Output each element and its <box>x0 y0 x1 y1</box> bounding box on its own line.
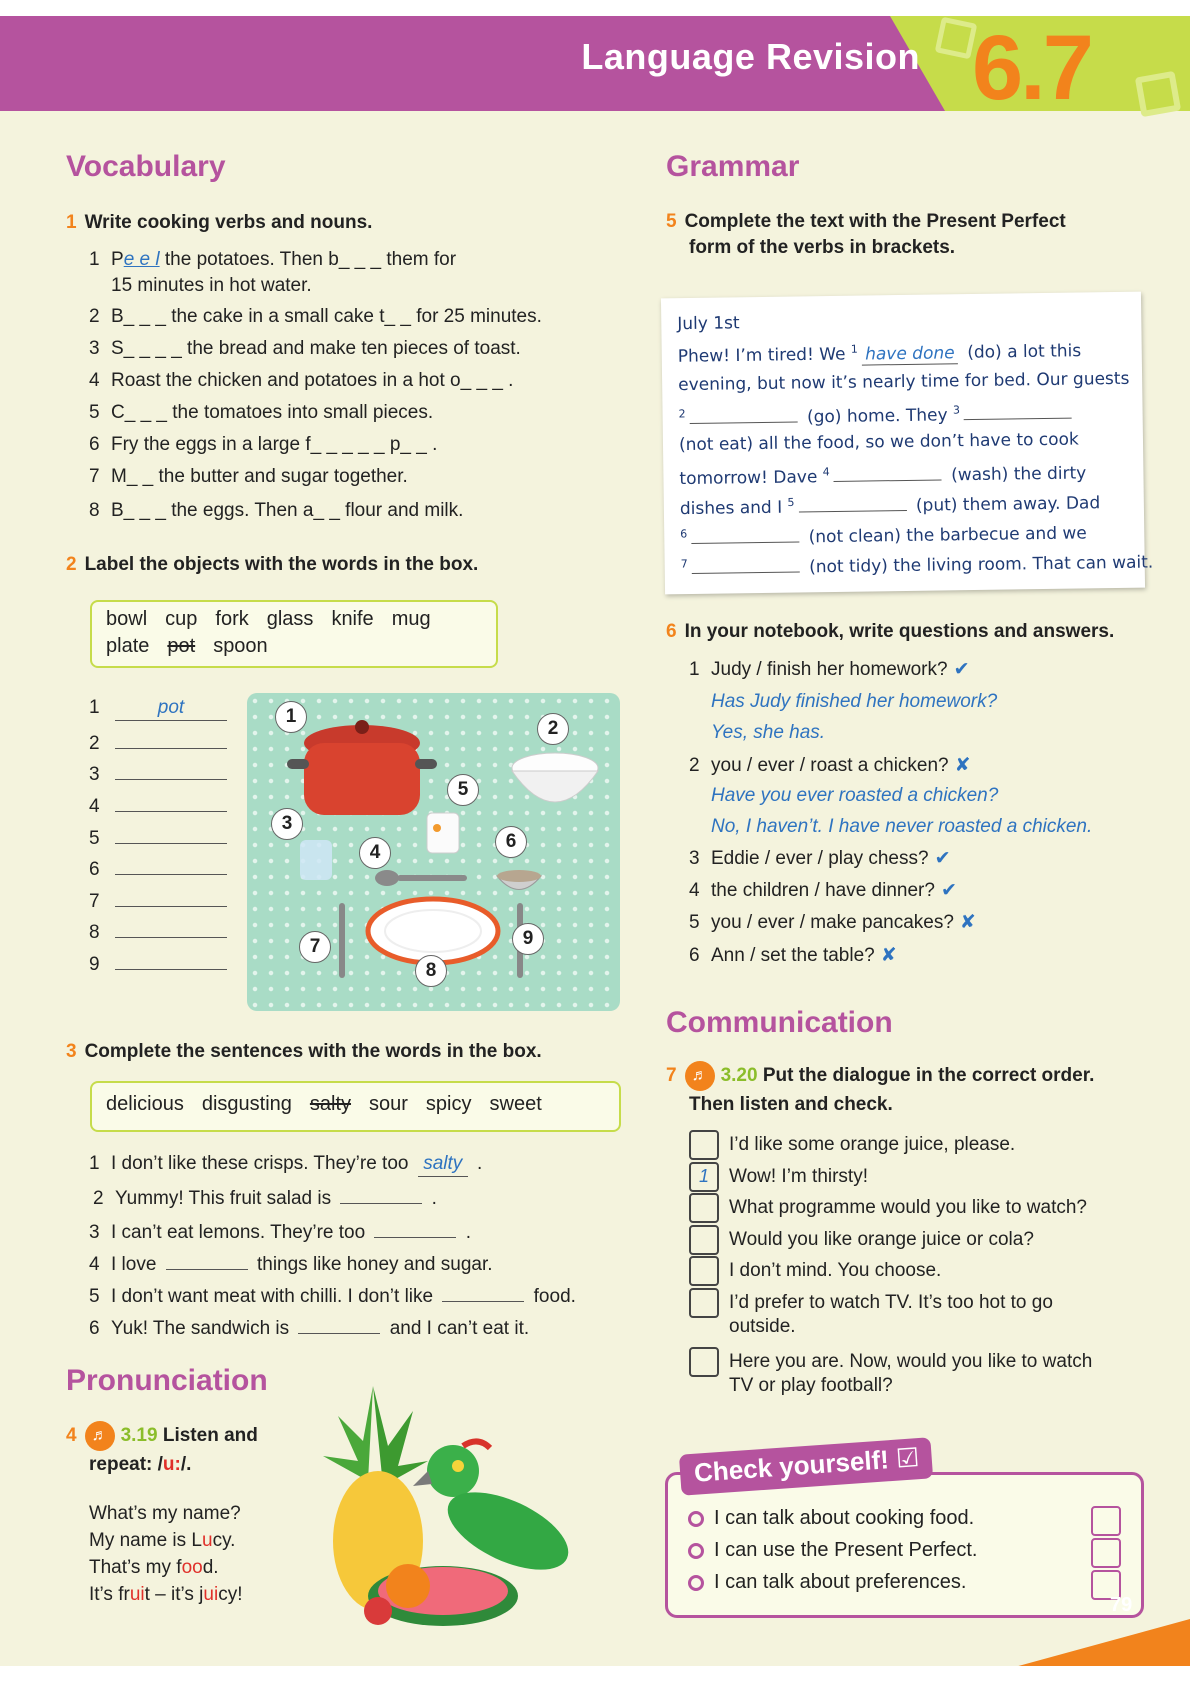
item-text: the children / have dinner? <box>711 880 935 901</box>
dialogue-text: I’d like some orange juice, please. <box>729 1134 1016 1156</box>
pineapple-leaves <box>323 1386 373 1481</box>
model-answer: Has Judy finished her homework? <box>711 691 998 712</box>
list-item <box>93 1183 437 1211</box>
blank[interactable] <box>964 400 1072 421</box>
answer-text: e e l <box>123 249 160 270</box>
rhyme-highlight: ui <box>129 1584 145 1605</box>
exercise-number: 1 <box>66 212 77 233</box>
blank[interactable] <box>442 1281 524 1302</box>
list-item <box>89 1217 471 1245</box>
word-mug: mug <box>391 608 431 630</box>
list-item <box>89 369 513 393</box>
unit-number: 6.7 <box>972 17 1091 119</box>
dialogue-text: Here you are. Now, would you like to watch <box>729 1351 1093 1373</box>
word-bowl: bowl <box>106 608 148 630</box>
orange-fruit <box>386 1564 430 1608</box>
page-corner <box>960 1619 1190 1666</box>
pot-knob <box>355 720 369 734</box>
rhyme-highlight: ui <box>203 1584 219 1605</box>
page <box>0 16 1190 1666</box>
parrot-crest <box>463 1441 490 1448</box>
item-number: 1 <box>89 1153 100 1174</box>
vocabulary-heading: Vocabulary <box>66 150 226 183</box>
dialogue-text: What programme would you like to watch? <box>729 1197 1087 1219</box>
rhyme-text: cy. <box>212 1530 236 1551</box>
item-text: Yuk! The sandwich is <box>111 1318 295 1339</box>
word-sour: sour <box>369 1093 408 1115</box>
page-title: Language Revision <box>581 36 920 77</box>
instruction-text: /. <box>180 1454 192 1475</box>
tick-icon: ✔ <box>940 880 957 901</box>
diary-line <box>679 459 1086 489</box>
spoon-handle <box>397 875 467 881</box>
item-number: 3 <box>689 848 700 869</box>
order-box[interactable] <box>689 1193 719 1223</box>
bowl-body <box>512 771 598 802</box>
blank[interactable] <box>692 553 800 574</box>
blank[interactable] <box>115 886 227 907</box>
word-salty-struck: salty <box>309 1093 352 1115</box>
diary-line: (not eat) all the food, so we don’t have to cook <box>678 429 1079 456</box>
communication-heading: Communication <box>666 1006 893 1039</box>
rhyme-text: It’s fr <box>89 1584 130 1605</box>
list-item <box>689 911 976 935</box>
item-number: 6 <box>89 1318 100 1339</box>
order-box[interactable] <box>689 1130 719 1160</box>
phoneme: u: <box>162 1454 181 1475</box>
bullet-icon <box>688 1543 704 1559</box>
word-box-row <box>106 1093 560 1116</box>
word-sweet: sweet <box>489 1093 542 1115</box>
diary-text: (wash) the dirty <box>945 463 1087 486</box>
item-number: 2 <box>689 755 700 776</box>
item-text: Eddie / ever / play chess? <box>711 848 929 869</box>
gap-number: 3 <box>952 403 960 417</box>
answer-line[interactable] <box>89 759 231 787</box>
list-item <box>689 658 969 682</box>
exercise-5-instruction-line2: form of the verbs in brackets. <box>689 237 956 258</box>
item-text: . <box>471 1153 483 1174</box>
badge-3: 3 <box>271 808 303 840</box>
diary-text: tomorrow! Dave <box>679 467 823 490</box>
item-number: 5 <box>89 828 100 849</box>
badge-8: 8 <box>415 955 447 987</box>
model-answer: Have you ever roasted a chicken? <box>711 785 999 806</box>
check-item <box>688 1539 977 1562</box>
diary-line <box>681 549 1154 580</box>
rhyme-text: My name is L <box>89 1530 202 1551</box>
list-item <box>89 305 542 329</box>
exercise-number: 6 <box>666 621 677 642</box>
rhyme-highlight: oo <box>181 1557 203 1578</box>
item-number: 5 <box>689 912 700 933</box>
answer-line[interactable] <box>89 696 231 721</box>
blank[interactable] <box>834 461 942 482</box>
item-text: P <box>111 249 124 270</box>
list-item <box>89 1281 576 1309</box>
word-box-row <box>106 635 286 658</box>
item-number: 5 <box>89 402 100 423</box>
answer-line[interactable] <box>89 728 231 756</box>
pineapple-leaves <box>373 1386 428 1486</box>
exercise-number: 4 <box>66 1425 77 1447</box>
item-text: I don’t want meat with chilli. I don’t like <box>111 1286 439 1307</box>
answer-text: pot <box>115 696 227 721</box>
pot-handle <box>415 759 437 769</box>
diary-line <box>678 340 1082 368</box>
item-number: 2 <box>93 1188 104 1209</box>
item-number: 3 <box>89 1222 100 1243</box>
word-cup: cup <box>165 608 198 630</box>
model-answer: Yes, she has. <box>711 722 826 743</box>
order-box[interactable] <box>689 1347 719 1377</box>
item-number: 5 <box>89 1286 100 1307</box>
item-text: Ann / set the table? <box>711 945 875 966</box>
gap-number: 4 <box>822 465 830 479</box>
list-item <box>689 847 951 871</box>
badge-5: 5 <box>447 774 479 806</box>
check-title-text: Check yourself! <box>693 1444 890 1488</box>
blank[interactable] <box>340 1183 422 1204</box>
item-text: the potatoes. Then b_ _ _ them for <box>159 249 457 270</box>
list-item <box>89 1249 493 1277</box>
item-text: Judy / finish her homework? <box>711 659 948 680</box>
answer-line[interactable] <box>89 854 231 882</box>
diary-text: dishes and I <box>679 497 788 520</box>
list-item <box>689 754 971 778</box>
item-number: 3 <box>89 338 100 359</box>
answer-line[interactable] <box>89 949 231 977</box>
item-text: Roast the chicken and potatoes in a hot o_ _ _ . <box>111 370 514 391</box>
list-item <box>89 248 456 272</box>
item-number: 1 <box>89 697 100 718</box>
answer-text: salty <box>418 1152 468 1177</box>
exercise-number: 7 <box>666 1065 677 1087</box>
instruction-text: Write cooking verbs and nouns. <box>84 212 373 233</box>
diary-text: Phew! I’m tired! We <box>677 344 852 367</box>
list-item <box>89 1313 529 1341</box>
item-text: B_ _ _ the cake in a small cake t_ _ for 25 minutes. <box>111 306 542 327</box>
exercise-4-instruction-line2 <box>89 1452 191 1478</box>
item-number: 4 <box>89 1254 100 1275</box>
strawberry-fruit <box>364 1597 392 1625</box>
answer-line[interactable] <box>89 917 231 945</box>
word-pot-struck: pot <box>167 635 196 657</box>
dialogue-line <box>689 1256 941 1286</box>
pronunciation-heading: Pronunciation <box>66 1364 268 1397</box>
diary-line <box>678 400 1076 430</box>
item-number: 4 <box>689 880 700 901</box>
blank[interactable] <box>166 1249 248 1270</box>
checkbox-icon: ☑ <box>894 1442 921 1474</box>
rhyme-line <box>89 1529 235 1553</box>
exercise-7-instruction <box>666 1061 1094 1091</box>
cross-icon: ✘ <box>880 945 897 966</box>
item-text: I can’t eat lemons. They’re too <box>111 1222 371 1243</box>
track-number: 3.20 <box>720 1065 758 1087</box>
item-number: 2 <box>89 733 100 754</box>
exercise-1-instruction <box>66 210 372 236</box>
tick-icon: ✔ <box>953 659 970 680</box>
cross-icon: ✘ <box>954 755 971 776</box>
item-text: Fry the eggs in a large f_ _ _ _ _ p_ _ . <box>111 434 438 455</box>
order-box[interactable]: 1 <box>689 1162 719 1192</box>
item-number: 1 <box>689 659 700 680</box>
item-number: 8 <box>89 922 100 943</box>
item-text: things like honey and sugar. <box>251 1254 493 1275</box>
list-item <box>689 944 897 968</box>
dialogue-line <box>689 1225 1034 1255</box>
item-text: . <box>460 1222 472 1243</box>
page-number: 79 <box>1110 1594 1133 1616</box>
rhyme-text: cy! <box>218 1584 243 1605</box>
rhyme-line <box>89 1583 242 1607</box>
diary-text: (put) them away. Dad <box>910 493 1101 516</box>
item-number: 4 <box>89 370 100 391</box>
dialogue-text: Wow! I’m thirsty! <box>729 1166 868 1188</box>
instruction-text: Label the objects with the words in the box. <box>84 554 479 575</box>
cup-rim <box>497 870 541 882</box>
item-number: 6 <box>89 434 100 455</box>
blank[interactable] <box>115 823 227 844</box>
dialogue-text: I don’t mind. You choose. <box>729 1260 942 1282</box>
item-number: 9 <box>89 954 100 975</box>
parrot-head <box>427 1445 479 1497</box>
check-item-text: I can talk about cooking food. <box>714 1507 975 1529</box>
item-text: B_ _ _ the eggs. Then a_ _ flour and milk. <box>111 500 464 521</box>
diary-note <box>661 292 1154 595</box>
list-item <box>89 465 408 489</box>
gap-number: 5 <box>787 495 795 509</box>
spoon-head <box>375 870 399 886</box>
glass-shape <box>300 840 332 880</box>
diary-line <box>680 519 1087 549</box>
speaker-icon[interactable]: ♬ <box>685 1061 715 1091</box>
blank[interactable] <box>374 1217 456 1238</box>
exercise-6-instruction <box>666 619 1114 645</box>
item-number: 7 <box>89 891 100 912</box>
item-number: 4 <box>89 796 100 817</box>
check-item <box>688 1507 974 1530</box>
tableware-illustration <box>247 693 620 1011</box>
dialogue-line <box>689 1130 1015 1160</box>
self-check-box[interactable] <box>1091 1506 1121 1536</box>
item-number: 2 <box>89 306 100 327</box>
dialogue-line <box>689 1288 1053 1318</box>
exercise-7-instruction-line2: Then listen and check. <box>689 1094 893 1115</box>
diary-line: evening, but now it’s nearly time for bed. Our guests <box>678 368 1130 396</box>
decor-square-icon <box>935 17 978 60</box>
answer-line[interactable] <box>89 823 231 851</box>
list-item <box>89 433 437 457</box>
badge-2: 2 <box>537 713 569 745</box>
item-text: you / ever / roast a chicken? <box>711 755 949 776</box>
check-item-text: I can use the Present Perfect. <box>714 1539 978 1561</box>
instruction-text: Complete the sentences with the words in the box. <box>84 1041 542 1062</box>
dialogue-line <box>689 1347 1092 1377</box>
blank[interactable] <box>691 523 799 544</box>
instruction-text: Listen and <box>162 1425 258 1447</box>
item-text: I love <box>111 1254 162 1275</box>
item-number: 8 <box>89 500 100 521</box>
instruction-text: Complete the text with the Present Perfect <box>684 211 1066 232</box>
badge-1: 1 <box>275 701 307 733</box>
word-box-row <box>106 608 449 631</box>
item-number: 1 <box>89 249 100 270</box>
fork-shape <box>339 903 345 978</box>
rhyme-text: What’s my name? <box>89 1503 241 1524</box>
item-text: food. <box>528 1286 576 1307</box>
blank[interactable] <box>115 949 227 970</box>
list-item <box>89 499 463 523</box>
exercise-number: 3 <box>66 1041 77 1062</box>
instruction-text: repeat: / <box>89 1454 163 1475</box>
item-number: 6 <box>689 945 700 966</box>
blank[interactable] <box>115 854 227 875</box>
item-text: M_ _ the butter and sugar together. <box>111 466 408 487</box>
badge-9: 9 <box>512 923 544 955</box>
cross-icon: ✘ <box>959 912 976 933</box>
exercise-3-instruction <box>66 1039 542 1065</box>
decor-square-icon <box>1135 71 1181 117</box>
item-number: 6 <box>89 859 100 880</box>
item-text: Yummy! This fruit salad is <box>115 1188 337 1209</box>
track-number: 3.19 <box>120 1425 158 1447</box>
blank[interactable] <box>115 791 227 812</box>
grammar-heading: Grammar <box>666 150 800 183</box>
speaker-icon[interactable]: ♬ <box>85 1421 115 1451</box>
dialogue-text: I’d prefer to watch TV. It’s too hot to go <box>729 1292 1053 1314</box>
rhyme-line <box>89 1502 241 1526</box>
badge-7: 7 <box>299 931 331 963</box>
blank[interactable] <box>798 492 906 513</box>
self-check-box[interactable] <box>1091 1538 1121 1568</box>
model-answer: No, I haven’t. I have never roasted a chicken. <box>711 816 1093 837</box>
list-item <box>89 401 433 425</box>
check-item-text: I can talk about preferences. <box>714 1571 967 1593</box>
gap-number: 7 <box>680 557 688 571</box>
list-item <box>89 1152 482 1177</box>
diary-text: (do) a lot this <box>961 341 1082 363</box>
word-plate: plate <box>106 635 150 657</box>
badge-6: 6 <box>495 826 527 858</box>
word-fork: fork <box>215 608 249 630</box>
exercise-number: 2 <box>66 554 77 575</box>
answer-line[interactable] <box>89 886 231 914</box>
item-text: . <box>426 1188 437 1209</box>
word-glass: glass <box>266 608 314 630</box>
rhyme-text: d. <box>202 1557 219 1578</box>
item-text: you / ever / make pancakes? <box>711 912 954 933</box>
tick-icon: ✔ <box>934 848 951 869</box>
gap-number: 2 <box>678 407 686 421</box>
instruction-text: Put the dialogue in the correct order. <box>762 1065 1095 1087</box>
order-box[interactable] <box>689 1288 719 1318</box>
instruction-text: In your notebook, write questions and answers. <box>684 621 1115 642</box>
rhyme-highlight: u <box>201 1530 213 1551</box>
order-box[interactable] <box>689 1225 719 1255</box>
blank[interactable] <box>115 759 227 780</box>
order-box[interactable] <box>689 1256 719 1286</box>
mug-dot <box>433 824 441 832</box>
plate-shape <box>368 899 498 963</box>
rhyme-text: That’s my f <box>89 1557 182 1578</box>
diary-line <box>680 489 1101 519</box>
dialogue-line <box>689 1193 1087 1223</box>
item-text: S_ _ _ _ the bread and make ten pieces of toast. <box>111 338 521 359</box>
list-item-continuation: 15 minutes in hot water. <box>111 275 312 296</box>
rhyme-text: t – it’s j <box>144 1584 204 1605</box>
list-item <box>689 879 957 903</box>
item-number: 3 <box>89 764 100 785</box>
fruit-parrot-illustration <box>318 1386 618 1631</box>
word-spicy: spicy <box>425 1093 472 1115</box>
check-item <box>688 1571 966 1594</box>
blank[interactable] <box>298 1313 380 1334</box>
rhyme-line <box>89 1556 219 1580</box>
exercise-4-instruction <box>66 1421 258 1451</box>
gap-number: 1 <box>850 342 858 356</box>
badge-4: 4 <box>359 837 391 869</box>
pot-body <box>304 743 420 815</box>
list-item <box>89 337 521 361</box>
word-spoon: spoon <box>213 635 268 657</box>
item-number: 7 <box>89 466 100 487</box>
word-delicious: delicious <box>106 1093 184 1115</box>
diary-date: July 1st <box>677 313 740 335</box>
bullet-icon <box>688 1575 704 1591</box>
parrot-eye <box>452 1460 464 1472</box>
word-disgusting: disgusting <box>201 1093 292 1115</box>
exercise-5-instruction <box>666 209 1066 235</box>
item-text: and I can’t eat it. <box>384 1318 530 1339</box>
blank[interactable] <box>115 917 227 938</box>
item-text: C_ _ _ the tomatoes into small pieces. <box>111 402 434 423</box>
diary-text: (not tidy) the living room. That can wait. <box>803 552 1154 578</box>
answer-text: have done <box>862 343 958 365</box>
blank[interactable] <box>689 403 797 424</box>
mug-body <box>427 813 459 853</box>
exercise-2-instruction <box>66 552 478 578</box>
diary-text: (not clean) the barbecue and we <box>803 523 1087 548</box>
answer-line[interactable] <box>89 791 231 819</box>
dialogue-line <box>689 1162 868 1192</box>
pot-handle <box>287 759 309 769</box>
diary-text: (go) home. They <box>801 405 954 428</box>
dialogue-text: Would you like orange juice or cola? <box>729 1229 1034 1251</box>
item-text: I don’t like these crisps. They’re too <box>111 1153 414 1174</box>
gap-number: 6 <box>680 527 688 541</box>
bullet-icon <box>688 1511 704 1527</box>
dialogue-line-continuation: outside. <box>729 1316 796 1337</box>
dialogue-line-continuation: TV or play football? <box>729 1375 893 1396</box>
word-knife: knife <box>331 608 374 630</box>
blank[interactable] <box>115 728 227 749</box>
exercise-number: 5 <box>666 211 677 232</box>
